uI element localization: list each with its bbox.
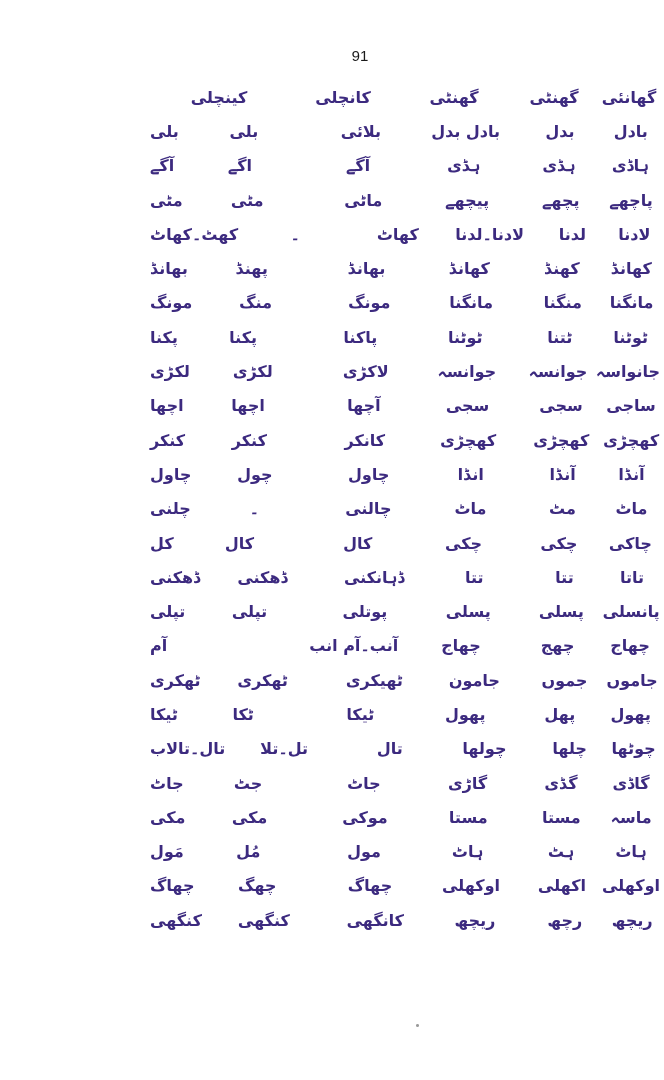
- word-cell: بدل: [545, 121, 575, 141]
- word-row: [150, 286, 660, 320]
- word-cell: پچھے: [542, 190, 580, 210]
- word-cell: مول: [347, 842, 381, 862]
- word-cell: اگے: [227, 156, 252, 176]
- word-cell: چلنی: [149, 499, 191, 519]
- word-cell: رچھ: [547, 910, 583, 930]
- word-cell: بھانڈ: [150, 259, 188, 279]
- word-cell: تال۔تالاب: [150, 739, 226, 759]
- word-cell: لادنا: [618, 224, 651, 244]
- word-cell: مونگ: [149, 293, 193, 313]
- word-cell: بلائی: [340, 121, 382, 141]
- word-cell: تپلی: [150, 602, 186, 622]
- word-cell: چکی: [540, 533, 578, 553]
- word-cell: کنکر: [150, 430, 186, 450]
- word-cell: ہٹ: [547, 842, 575, 862]
- word-row: [150, 663, 660, 697]
- word-cell: پاچھے: [609, 190, 653, 210]
- word-cell: کھٹ۔کھاٹ: [150, 224, 239, 244]
- word-cell: کھچڑی: [440, 430, 497, 450]
- word-cell: موکی: [342, 807, 388, 827]
- word-row: [150, 697, 660, 731]
- word-cell: منگنا: [543, 293, 582, 313]
- word-cell: جاٹ: [347, 773, 381, 793]
- word-cell: آنب۔آم انب: [309, 636, 399, 656]
- word-cell: آنڈا: [549, 464, 576, 484]
- word-cell: تتا: [465, 567, 484, 587]
- word-cell: کنکر: [231, 430, 267, 450]
- word-cell: گھنٹی: [429, 87, 479, 107]
- word-cell: پھل: [544, 704, 576, 724]
- word-cell: کال: [343, 533, 373, 553]
- word-cell: چاکی: [608, 533, 652, 553]
- word-cell: ڈھکنی: [150, 567, 201, 587]
- word-cell: سجی: [445, 396, 490, 416]
- word-cell: گڈی: [544, 773, 578, 793]
- word-cell: ہاٹ: [615, 842, 647, 862]
- word-row: [150, 492, 660, 526]
- word-cell: اوکھلی: [441, 876, 500, 896]
- word-cell: آگے: [150, 156, 175, 176]
- word-cell: منگ: [239, 293, 272, 313]
- word-cell: ٹیکا: [346, 704, 375, 724]
- word-cell: اکھلی: [537, 876, 586, 896]
- word-cell: تپلی: [231, 602, 268, 622]
- word-cell: اچھا: [150, 396, 184, 416]
- word-cell: پیچھے: [445, 190, 490, 210]
- word-cell: چھاگ: [149, 876, 195, 896]
- word-row: [150, 217, 660, 251]
- word-cell: ماسہ: [610, 807, 652, 827]
- word-cell: ریچھ: [611, 910, 653, 930]
- stray-dot: [416, 1024, 419, 1027]
- page-number: 91: [351, 48, 369, 65]
- word-cell: انڈا: [457, 464, 484, 484]
- word-cell: اچھا: [231, 396, 265, 416]
- word-cell: ۔: [290, 224, 300, 244]
- word-cell: چکی: [445, 533, 483, 553]
- word-cell: مَول: [150, 842, 184, 862]
- word-cell: ہاٹ: [451, 842, 484, 862]
- word-row: [150, 629, 660, 663]
- word-cell: مکی: [150, 807, 186, 827]
- word-cell: آچھا: [347, 396, 381, 416]
- word-row: [150, 389, 660, 423]
- word-row: [150, 320, 660, 354]
- word-cell: لدنا: [558, 224, 586, 244]
- word-cell: جاموں: [606, 670, 658, 690]
- word-row: [150, 594, 660, 628]
- word-cell: کانگھی: [346, 910, 404, 930]
- word-cell: پسلی: [538, 602, 584, 622]
- word-cell: ٹھیکری: [345, 670, 403, 690]
- word-cell: چھاگ: [347, 876, 393, 896]
- word-cell: جوانسہ: [528, 362, 588, 382]
- word-cell: چالنی: [345, 499, 392, 519]
- word-row: [150, 423, 660, 457]
- word-row: [150, 354, 660, 388]
- word-row: [150, 869, 660, 903]
- word-cell: مونگ: [348, 293, 391, 313]
- word-cell: ٹکا: [232, 704, 254, 724]
- word-row: [150, 251, 660, 285]
- word-row: [150, 183, 660, 217]
- word-row: [150, 903, 660, 937]
- word-cell: بادل بدل: [431, 121, 501, 141]
- word-cell: بلی: [150, 121, 179, 141]
- word-cell: کل: [150, 533, 174, 553]
- word-cell: پھول: [445, 704, 486, 724]
- word-cell: مانگنا: [449, 293, 493, 313]
- word-cell: ٹتنا: [547, 327, 573, 347]
- word-cell: چھاج: [441, 636, 481, 656]
- word-cell: مٹ: [549, 499, 576, 519]
- word-cell: گھانئی: [601, 87, 657, 107]
- word-cell: جاٹ: [150, 773, 184, 793]
- word-cell: مانگنا: [609, 293, 654, 313]
- word-cell: ٹیکا: [150, 704, 178, 724]
- word-cell: مُل: [236, 842, 261, 862]
- word-cell: پھنڈ: [235, 259, 268, 279]
- word-cell: ڈہانکنی: [343, 567, 405, 587]
- word-cell: پکنا: [150, 327, 178, 347]
- word-row: [150, 80, 660, 114]
- word-cell: گاڈی: [612, 773, 650, 793]
- word-cell: چھج: [540, 636, 575, 656]
- word-cell: پسلی: [445, 602, 491, 622]
- word-cell: پھول: [610, 704, 651, 724]
- word-cell: ہڈی: [447, 156, 481, 176]
- word-cell: چھگ: [237, 876, 277, 896]
- word-cell: ماٹ: [615, 499, 648, 519]
- word-cell: کال: [224, 533, 255, 553]
- word-cell: گھنٹی: [529, 87, 579, 107]
- word-cell: مٹی: [150, 190, 183, 210]
- word-cell: جامون: [448, 670, 500, 690]
- word-cell: ہڈی: [542, 156, 576, 176]
- word-cell: کھانڈ: [448, 259, 490, 279]
- word-cell: کنگھی: [237, 910, 290, 930]
- word-cell: چھاج: [610, 636, 650, 656]
- word-cell: چلھا: [552, 739, 587, 759]
- word-cell: ٹھکری: [150, 670, 201, 690]
- word-row: [150, 800, 660, 834]
- word-cell: ٹوٹنا: [447, 327, 483, 347]
- word-cell: کھانڈ: [610, 259, 652, 279]
- word-cell: کھچڑی: [603, 430, 660, 450]
- word-cell: بادل: [613, 121, 648, 141]
- word-cell: لاکڑی: [342, 362, 389, 382]
- word-cell: ڈھکنی: [237, 567, 288, 587]
- word-cell: کانچلی: [315, 87, 371, 107]
- word-table: [150, 80, 660, 1040]
- word-cell: تتا: [555, 567, 574, 587]
- word-cell: پکنا: [229, 327, 258, 347]
- word-cell: آگے: [345, 156, 371, 176]
- word-cell: مکی: [231, 807, 268, 827]
- word-cell: چولھا: [462, 739, 507, 759]
- word-cell: لکڑی: [150, 362, 190, 382]
- word-cell: اوکھلی: [601, 876, 660, 896]
- word-cell: کانکر: [344, 430, 386, 450]
- word-cell: کینچلی: [190, 87, 248, 107]
- word-cell: بلی: [229, 121, 259, 141]
- word-cell: چاول: [150, 464, 192, 484]
- word-cell: چوٹھا: [611, 739, 656, 759]
- word-cell: بھانڈ: [347, 259, 386, 279]
- word-row: [150, 560, 660, 594]
- word-cell: جانواسہ: [595, 362, 660, 382]
- word-row: [150, 526, 660, 560]
- word-cell: ماٹی: [344, 190, 383, 210]
- word-cell: کنگھی: [150, 910, 202, 930]
- word-cell: سجی: [539, 396, 583, 416]
- word-cell: آم: [150, 636, 168, 656]
- word-cell: کھچڑی: [533, 430, 590, 450]
- word-row: [150, 149, 660, 183]
- word-cell: ساجی: [606, 396, 656, 416]
- word-cell: جٹ: [233, 773, 263, 793]
- word-cell: کھنڈ: [544, 259, 580, 279]
- word-cell: مستا: [541, 807, 581, 827]
- word-cell: مستا: [448, 807, 488, 827]
- word-row: [150, 732, 660, 766]
- word-cell: جموں: [541, 670, 588, 690]
- word-cell: ریچھ: [454, 910, 496, 930]
- word-cell: تل۔تلا: [260, 739, 308, 759]
- word-cell: کھاٹ: [376, 224, 419, 244]
- word-cell: جوانسہ: [437, 362, 497, 382]
- word-cell: پوتلی: [342, 602, 388, 622]
- word-cell: ٹوٹنا: [613, 327, 648, 347]
- word-row: [150, 114, 660, 148]
- word-cell: گاڑی: [447, 773, 488, 793]
- word-cell: ٹھکری: [237, 670, 288, 690]
- word-cell: لکڑی: [232, 362, 273, 382]
- word-row: [150, 835, 660, 869]
- word-cell: مٹی: [230, 190, 264, 210]
- word-row: [150, 766, 660, 800]
- word-cell: ہاڈی: [611, 156, 650, 176]
- word-cell: چاول: [348, 464, 390, 484]
- word-cell: ۔: [249, 499, 259, 519]
- word-cell: تاتا: [620, 567, 645, 587]
- word-cell: لادنا۔لدنا: [455, 224, 524, 244]
- word-cell: آنڈا: [618, 464, 645, 484]
- word-cell: ماٹ: [454, 499, 487, 519]
- word-cell: تال: [376, 739, 403, 759]
- word-row: [150, 457, 660, 491]
- word-cell: پاکنا: [343, 327, 378, 347]
- word-cell: چول: [237, 464, 273, 484]
- word-cell: پانسلی: [602, 602, 660, 622]
